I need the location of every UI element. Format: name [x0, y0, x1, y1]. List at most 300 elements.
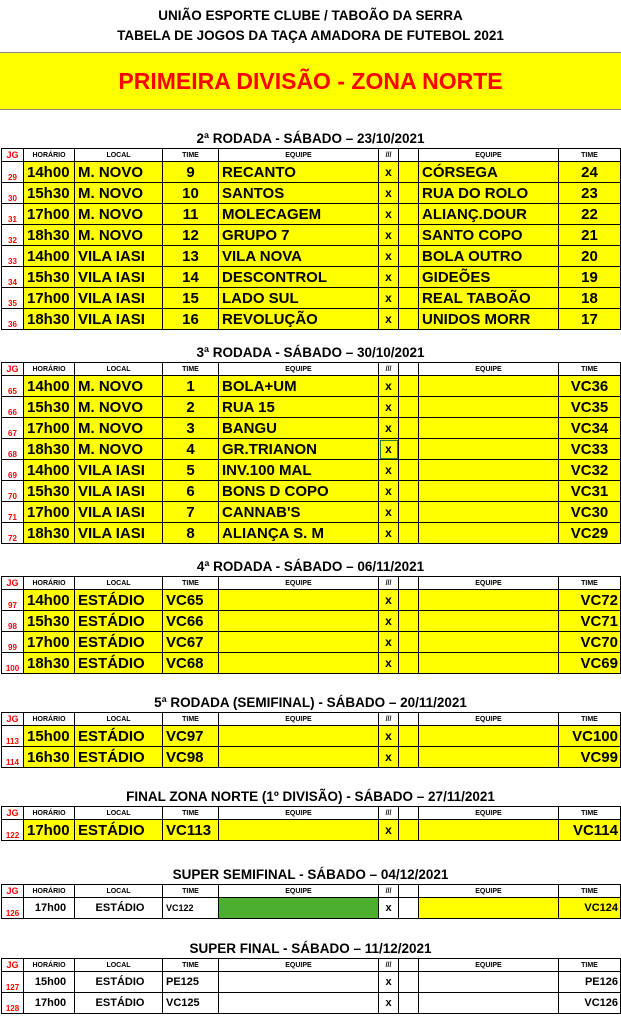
time-cell: 14h00 — [24, 162, 75, 183]
home-team-number: VC122 — [163, 898, 219, 919]
away-team-number: PE126 — [559, 972, 621, 993]
game-number: 67 — [2, 418, 24, 439]
horario-header: HORÁRIO — [24, 713, 75, 726]
game-number: 70 — [2, 481, 24, 502]
schedule-section — [0, 130, 621, 330]
time-header: TIME — [559, 149, 621, 162]
vs-header: /// — [379, 807, 399, 820]
away-team-name — [419, 376, 559, 397]
spacer-cell — [399, 418, 419, 439]
horario-header: HORÁRIO — [24, 959, 75, 972]
spacer-cell — [399, 481, 419, 502]
spacer-cell — [399, 653, 419, 674]
time-header: TIME — [559, 959, 621, 972]
time-cell: 18h30 — [24, 309, 75, 330]
local-header: LOCAL — [75, 149, 163, 162]
home-team-name: VILA NOVA — [219, 246, 379, 267]
spacer-cell — [399, 747, 419, 768]
table-row — [2, 632, 621, 653]
spacer-header — [399, 577, 419, 590]
spacer-header — [399, 807, 419, 820]
home-team-name: MOLECAGEM — [219, 204, 379, 225]
versus-cell: x — [379, 611, 399, 632]
home-team-name — [219, 993, 379, 1014]
spacer-cell — [399, 288, 419, 309]
vs-header: /// — [379, 577, 399, 590]
section-title: 2ª RODADA - SÁBADO – 23/10/2021 — [196, 131, 425, 146]
vs-header: /// — [379, 713, 399, 726]
home-team-name — [219, 726, 379, 747]
time-header: TIME — [559, 807, 621, 820]
home-team-name: BONS D COPO — [219, 481, 379, 502]
venue-cell: VILA IASI — [75, 460, 163, 481]
venue-cell: VILA IASI — [75, 246, 163, 267]
away-team-name — [419, 397, 559, 418]
game-number: 113 — [2, 726, 24, 747]
home-team-number: 8 — [163, 523, 219, 544]
home-team-number: 2 — [163, 397, 219, 418]
vs-header: /// — [379, 885, 399, 898]
venue-cell: ESTÁDIO — [75, 972, 163, 993]
spacer-cell — [399, 225, 419, 246]
home-team-number: VC68 — [163, 653, 219, 674]
away-team-number: 23 — [559, 183, 621, 204]
spacer-cell — [399, 439, 419, 460]
versus-cell: x — [379, 502, 399, 523]
home-team-name — [219, 653, 379, 674]
spacer-cell — [399, 460, 419, 481]
versus-cell: x — [379, 993, 399, 1014]
table-row — [2, 397, 621, 418]
home-team-name: SANTOS — [219, 183, 379, 204]
game-number: 114 — [2, 747, 24, 768]
away-team-number: VC71 — [559, 611, 621, 632]
away-team-number: VC33 — [559, 439, 621, 460]
home-team-name: BANGU — [219, 418, 379, 439]
venue-cell: ESTÁDIO — [75, 820, 163, 841]
time-header: TIME — [163, 577, 219, 590]
versus-cell: x — [379, 481, 399, 502]
header-row — [2, 885, 621, 898]
spacer-cell — [399, 726, 419, 747]
schedule-table — [1, 148, 621, 330]
versus-cell: x — [379, 267, 399, 288]
time-cell: 14h00 — [24, 376, 75, 397]
venue-cell: VILA IASI — [75, 267, 163, 288]
home-team-number: 9 — [163, 162, 219, 183]
home-team-number: PE125 — [163, 972, 219, 993]
versus-cell: x — [379, 225, 399, 246]
spacer-cell — [399, 611, 419, 632]
away-team-number: VC31 — [559, 481, 621, 502]
home-team-number: VC65 — [163, 590, 219, 611]
versus-cell: x — [379, 460, 399, 481]
game-number: 65 — [2, 376, 24, 397]
game-number: 35 — [2, 288, 24, 309]
vs-header: /// — [379, 959, 399, 972]
table-row — [2, 481, 621, 502]
time-cell: 14h00 — [24, 590, 75, 611]
home-team-name — [219, 747, 379, 768]
section-title: SUPER SEMIFINAL - SÁBADO – 04/12/2021 — [172, 867, 449, 882]
away-team-number: 17 — [559, 309, 621, 330]
versus-cell: x — [379, 376, 399, 397]
time-cell: 18h30 — [24, 439, 75, 460]
schedule-section — [0, 344, 621, 544]
home-team-name: RECANTO — [219, 162, 379, 183]
versus-cell: x — [379, 726, 399, 747]
game-number: 32 — [2, 225, 24, 246]
header-row — [2, 959, 621, 972]
venue-cell: M. NOVO — [75, 397, 163, 418]
venue-cell: ESTÁDIO — [75, 653, 163, 674]
local-header: LOCAL — [75, 713, 163, 726]
local-header: LOCAL — [75, 807, 163, 820]
versus-cell: x — [379, 418, 399, 439]
time-cell: 16h30 — [24, 747, 75, 768]
time-header: TIME — [163, 959, 219, 972]
schedule-section — [0, 940, 621, 1014]
venue-cell: M. NOVO — [75, 162, 163, 183]
equipe-header: EQUIPE — [219, 149, 379, 162]
versus-cell: x — [379, 439, 399, 460]
home-team-number: 10 — [163, 183, 219, 204]
home-team-name — [219, 820, 379, 841]
venue-cell: M. NOVO — [75, 439, 163, 460]
spacer-cell — [399, 993, 419, 1014]
header-row — [2, 149, 621, 162]
venue-cell: M. NOVO — [75, 183, 163, 204]
away-team-name: REAL TABOÃO — [419, 288, 559, 309]
local-header: LOCAL — [75, 577, 163, 590]
spacer-header — [399, 149, 419, 162]
home-team-number: VC98 — [163, 747, 219, 768]
time-header: TIME — [163, 885, 219, 898]
time-cell: 18h30 — [24, 523, 75, 544]
versus-cell: x — [379, 162, 399, 183]
time-cell: 14h00 — [24, 246, 75, 267]
away-team-name: CÓRSEGA — [419, 162, 559, 183]
game-number: 128 — [2, 993, 24, 1014]
spacer-cell — [399, 523, 419, 544]
schedule-table — [1, 806, 621, 841]
schedule-section — [0, 788, 621, 841]
time-header: TIME — [559, 885, 621, 898]
home-team-name: BOLA+UM — [219, 376, 379, 397]
away-team-number: VC36 — [559, 376, 621, 397]
away-team-name — [419, 653, 559, 674]
spacer-header — [399, 363, 419, 376]
game-number: 66 — [2, 397, 24, 418]
game-number: 34 — [2, 267, 24, 288]
game-number: 69 — [2, 460, 24, 481]
venue-cell: ESTÁDIO — [75, 590, 163, 611]
time-header: TIME — [559, 713, 621, 726]
away-team-name — [419, 898, 559, 919]
home-team-number: 1 — [163, 376, 219, 397]
versus-cell: x — [379, 523, 399, 544]
spacer-cell — [399, 632, 419, 653]
versus-cell: x — [379, 632, 399, 653]
away-team-name — [419, 460, 559, 481]
horario-header: HORÁRIO — [24, 885, 75, 898]
versus-cell: x — [379, 397, 399, 418]
game-number: 72 — [2, 523, 24, 544]
table-row — [2, 162, 621, 183]
away-team-number: VC70 — [559, 632, 621, 653]
schedule-section — [0, 694, 621, 768]
home-team-name — [219, 590, 379, 611]
away-team-name — [419, 590, 559, 611]
versus-cell: x — [379, 747, 399, 768]
home-team-number: 16 — [163, 309, 219, 330]
time-cell: 15h30 — [24, 183, 75, 204]
home-team-number: 12 — [163, 225, 219, 246]
away-team-number: VC126 — [559, 993, 621, 1014]
equipe-header: EQUIPE — [219, 363, 379, 376]
versus-cell: x — [379, 653, 399, 674]
venue-cell: VILA IASI — [75, 502, 163, 523]
away-team-number: VC32 — [559, 460, 621, 481]
horario-header: HORÁRIO — [24, 149, 75, 162]
table-row — [2, 309, 621, 330]
time-cell: 18h30 — [24, 653, 75, 674]
venue-cell: ESTÁDIO — [75, 611, 163, 632]
spacer-cell — [399, 183, 419, 204]
away-team-number: VC72 — [559, 590, 621, 611]
versus-cell: x — [379, 246, 399, 267]
home-team-number: 4 — [163, 439, 219, 460]
home-team-number: 13 — [163, 246, 219, 267]
game-number: 98 — [2, 611, 24, 632]
time-cell: 17h00 — [24, 898, 75, 919]
vs-header: /// — [379, 149, 399, 162]
away-team-number: 19 — [559, 267, 621, 288]
spacer-cell — [399, 246, 419, 267]
game-number: 122 — [2, 820, 24, 841]
versus-cell: x — [379, 288, 399, 309]
table-row — [2, 502, 621, 523]
away-team-number: 21 — [559, 225, 621, 246]
time-cell: 17h00 — [24, 204, 75, 225]
away-team-name — [419, 993, 559, 1014]
jg-header: JG — [2, 959, 24, 972]
table-row — [2, 288, 621, 309]
jg-header: JG — [2, 149, 24, 162]
home-team-number: 7 — [163, 502, 219, 523]
game-number: 126 — [2, 898, 24, 919]
away-team-number: VC99 — [559, 747, 621, 768]
away-team-number: 22 — [559, 204, 621, 225]
vs-header: /// — [379, 363, 399, 376]
away-team-name — [419, 726, 559, 747]
spacer-header — [399, 959, 419, 972]
time-cell: 17h00 — [24, 820, 75, 841]
venue-cell: VILA IASI — [75, 288, 163, 309]
away-team-number: 24 — [559, 162, 621, 183]
time-cell: 15h30 — [24, 611, 75, 632]
equipe-header: EQUIPE — [419, 149, 559, 162]
spacer-cell — [399, 162, 419, 183]
game-number: 33 — [2, 246, 24, 267]
schedule-table — [1, 712, 621, 768]
table-row — [2, 611, 621, 632]
header-row — [2, 363, 621, 376]
jg-header: JG — [2, 713, 24, 726]
equipe-header: EQUIPE — [219, 959, 379, 972]
game-number: 31 — [2, 204, 24, 225]
venue-cell: VILA IASI — [75, 309, 163, 330]
spacer-cell — [399, 590, 419, 611]
home-team-number: 11 — [163, 204, 219, 225]
spacer-cell — [399, 376, 419, 397]
table-row — [2, 993, 621, 1014]
away-team-name — [419, 418, 559, 439]
away-team-name — [419, 820, 559, 841]
versus-cell: x — [379, 972, 399, 993]
away-team-name: GIDEÕES — [419, 267, 559, 288]
away-team-name — [419, 502, 559, 523]
venue-cell: ESTÁDIO — [75, 632, 163, 653]
home-team-name: LADO SUL — [219, 288, 379, 309]
header-row — [2, 807, 621, 820]
table-title: TABELA DE JOGOS DA TAÇA AMADORA DE FUTEBOL 2021 — [117, 28, 504, 43]
schedule-section — [0, 558, 621, 674]
table-row — [2, 376, 621, 397]
time-cell: 17h00 — [24, 418, 75, 439]
equipe-header: EQUIPE — [419, 363, 559, 376]
horario-header: HORÁRIO — [24, 363, 75, 376]
spacer-cell — [399, 502, 419, 523]
time-cell: 17h00 — [24, 502, 75, 523]
home-team-number: VC97 — [163, 726, 219, 747]
table-row — [2, 820, 621, 841]
spacer-cell — [399, 204, 419, 225]
section-title: SUPER FINAL - SÁBADO – 11/12/2021 — [189, 941, 432, 956]
table-row — [2, 898, 621, 919]
section-title: 3ª RODADA - SÁBADO – 30/10/2021 — [196, 345, 425, 360]
local-header: LOCAL — [75, 959, 163, 972]
equipe-header: EQUIPE — [419, 885, 559, 898]
game-number: 71 — [2, 502, 24, 523]
spacer-cell — [399, 898, 419, 919]
game-number: 100 — [2, 653, 24, 674]
table-row — [2, 267, 621, 288]
table-row — [2, 726, 621, 747]
section-title: FINAL ZONA NORTE (1º DIVISÃO) - SÁBADO – 27/11/2021 — [126, 789, 495, 804]
away-team-name: BOLA OUTRO — [419, 246, 559, 267]
home-team-name — [219, 611, 379, 632]
home-team-name: GR.TRIANON — [219, 439, 379, 460]
venue-cell: VILA IASI — [75, 523, 163, 544]
away-team-name: SANTO COPO — [419, 225, 559, 246]
jg-header: JG — [2, 363, 24, 376]
time-header: TIME — [163, 363, 219, 376]
away-team-number: VC114 — [559, 820, 621, 841]
home-team-name: ALIANÇA S. M — [219, 523, 379, 544]
game-number: 36 — [2, 309, 24, 330]
time-cell: 15h00 — [24, 726, 75, 747]
table-row — [2, 225, 621, 246]
away-team-number: VC124 — [559, 898, 621, 919]
home-team-name — [219, 898, 379, 919]
away-team-name — [419, 747, 559, 768]
home-team-name — [219, 632, 379, 653]
equipe-header: EQUIPE — [219, 713, 379, 726]
versus-cell: x — [379, 309, 399, 330]
venue-cell: VILA IASI — [75, 481, 163, 502]
home-team-name: RUA 15 — [219, 397, 379, 418]
home-team-number: VC66 — [163, 611, 219, 632]
division-banner — [0, 52, 621, 110]
time-cell: 15h30 — [24, 267, 75, 288]
away-team-name — [419, 481, 559, 502]
equipe-header: EQUIPE — [419, 713, 559, 726]
equipe-header: EQUIPE — [219, 885, 379, 898]
away-team-name: UNIDOS MORR — [419, 309, 559, 330]
spacer-header — [399, 885, 419, 898]
home-team-number: 15 — [163, 288, 219, 309]
venue-cell: ESTÁDIO — [75, 747, 163, 768]
spacer-cell — [399, 397, 419, 418]
away-team-number: VC34 — [559, 418, 621, 439]
home-team-name: DESCONTROL — [219, 267, 379, 288]
time-cell: 17h00 — [24, 993, 75, 1014]
away-team-number: VC30 — [559, 502, 621, 523]
venue-cell: ESTÁDIO — [75, 993, 163, 1014]
time-cell: 17h00 — [24, 288, 75, 309]
home-team-name — [219, 972, 379, 993]
header-row — [2, 713, 621, 726]
table-row — [2, 246, 621, 267]
home-team-number: VC67 — [163, 632, 219, 653]
away-team-number: VC29 — [559, 523, 621, 544]
versus-cell: x — [379, 898, 399, 919]
game-number: 30 — [2, 183, 24, 204]
table-row — [2, 653, 621, 674]
equipe-header: EQUIPE — [219, 577, 379, 590]
table-row — [2, 590, 621, 611]
away-team-name — [419, 439, 559, 460]
venue-cell: M. NOVO — [75, 204, 163, 225]
home-team-name: CANNAB'S — [219, 502, 379, 523]
spacer-header — [399, 713, 419, 726]
schedule-table — [1, 362, 621, 544]
game-number: 29 — [2, 162, 24, 183]
spacer-cell — [399, 972, 419, 993]
home-team-name: GRUPO 7 — [219, 225, 379, 246]
equipe-header: EQUIPE — [419, 807, 559, 820]
table-row — [2, 183, 621, 204]
table-row — [2, 747, 621, 768]
spacer-cell — [399, 820, 419, 841]
home-team-number: 14 — [163, 267, 219, 288]
section-title: 5ª RODADA (SEMIFINAL) - SÁBADO – 20/11/2021 — [154, 695, 467, 710]
away-team-name — [419, 632, 559, 653]
local-header: LOCAL — [75, 885, 163, 898]
division-title: PRIMEIRA DIVISÃO - ZONA NORTE — [118, 67, 503, 94]
time-header: TIME — [559, 363, 621, 376]
schedule-table — [1, 958, 621, 1014]
away-team-name — [419, 972, 559, 993]
home-team-number: 5 — [163, 460, 219, 481]
equipe-header: EQUIPE — [419, 959, 559, 972]
horario-header: HORÁRIO — [24, 807, 75, 820]
venue-cell: M. NOVO — [75, 376, 163, 397]
away-team-number: VC100 — [559, 726, 621, 747]
away-team-name — [419, 523, 559, 544]
schedule-section — [0, 866, 621, 919]
